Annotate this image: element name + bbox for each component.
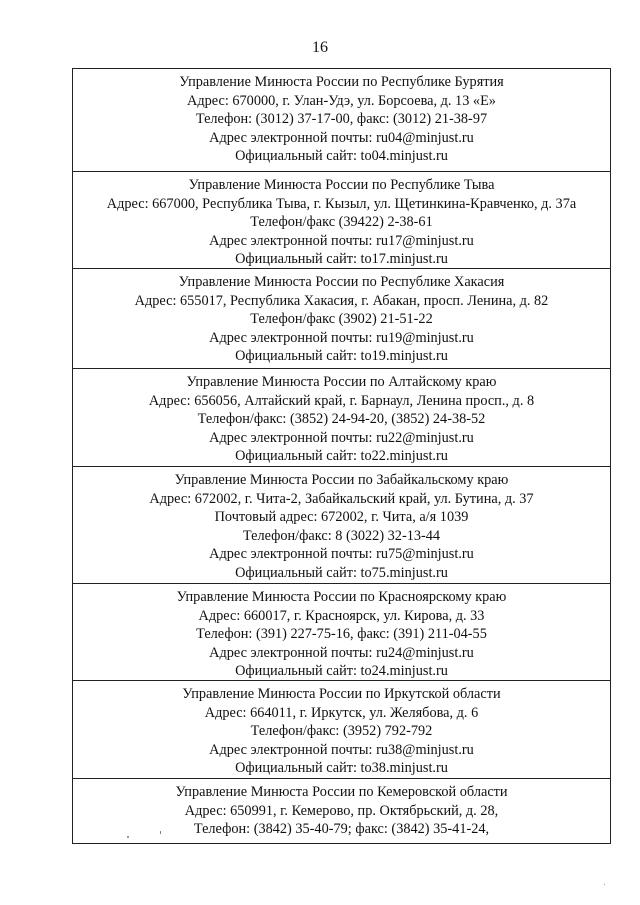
entry-address: Адрес: 650991, г. Кемерово, пр. Октябрьский, д. 28, — [184, 802, 499, 819]
entry-title: Управление Минюста России по Республике Бурятия — [179, 74, 504, 90]
entry-phone: Телефон/факс: 8 (3022) 32-13-44 — [242, 527, 441, 544]
entry-website: Официальный сайт: to38.minjust.ru — [235, 760, 448, 777]
scan-speck — [604, 884, 605, 885]
entry-website: Официальный сайт: to19.minjust.ru — [235, 348, 448, 365]
entry-email: Адрес электронной почты: ru04@minjust.ru — [209, 129, 474, 146]
entry-altai — [73, 368, 610, 466]
entry-email: Адрес электронной почты: ru19@minjust.ru — [209, 329, 474, 346]
entry-postal-address: Почтовый адрес: 672002, г. Чита, а/я 1039 — [214, 509, 469, 526]
entry-title: Управление Минюста России по Красноярскому краю — [176, 589, 507, 605]
entry-website: Официальный сайт: to17.minjust.ru — [235, 251, 448, 268]
entry-kemerovo — [73, 778, 610, 843]
entry-email: Адрес электронной почты: ru24@minjust.ru — [209, 644, 474, 661]
scan-speck — [127, 836, 129, 838]
entry-website: Официальный сайт: to22.minjust.ru — [235, 448, 448, 465]
entry-email: Адрес электронной почты: ru38@minjust.ru — [209, 741, 474, 758]
entry-website: Официальный сайт: to04.minjust.ru — [235, 148, 448, 165]
entry-email: Адрес электронной почты: ru22@minjust.ru — [209, 429, 474, 446]
entry-phone: Телефон: (391) 227-75-16, факс: (391) 211-04-55 — [196, 626, 487, 643]
entry-khakassia — [73, 268, 610, 368]
entry-phone: Телефон/факс: (3952) 792-792 — [250, 723, 433, 740]
entry-title: Управление Минюста России по Республике Тыва — [188, 177, 495, 193]
scan-speck — [160, 831, 161, 834]
entry-zabaikalsky — [73, 466, 610, 583]
entry-website: Официальный сайт: to75.minjust.ru — [235, 564, 448, 581]
contacts-table — [72, 68, 611, 844]
entry-address: Адрес: 664011, г. Иркутск, ул. Желябова, д. 6 — [204, 704, 479, 721]
entry-website: Официальный сайт: to24.minjust.ru — [235, 663, 448, 680]
entry-address: Адрес: 670000, г. Улан-Удэ, ул. Борсоева, д. 13 «Е» — [187, 92, 496, 109]
entry-title: Управление Минюста России по Иркутской области — [182, 686, 501, 702]
entry-phone: Телефон: (3012) 37-17-00, факс: (3012) 21-38-97 — [195, 111, 488, 128]
entry-phone: Телефон/факс (3902) 21-51-22 — [250, 311, 433, 328]
entry-title: Управление Минюста России по Республике Хакасия — [178, 274, 505, 290]
entry-title: Управление Минюста России по Алтайскому краю — [186, 374, 497, 390]
entry-krasnoyarsk — [73, 583, 610, 680]
entry-address: Адрес: 660017, г. Красноярск, ул. Кирова, д. 33 — [198, 607, 485, 624]
entry-address: Адрес: 656056, Алтайский край, г. Барнаул, Ленина просп., д. 8 — [148, 392, 535, 409]
entry-irkutsk — [73, 680, 610, 778]
entry-address: Адрес: 655017, Республика Хакасия, г. Абакан, просп. Ленина, д. 82 — [134, 292, 549, 309]
entry-tyva — [73, 171, 610, 268]
entry-email: Адрес электронной почты: ru75@minjust.ru — [209, 546, 474, 563]
entry-title: Управление Минюста России по Забайкальскому краю — [174, 472, 509, 488]
page-number: 16 — [312, 39, 328, 56]
entry-phone: Телефон: (3842) 35-40-79; факс: (3842) 35-41-24, — [193, 821, 490, 838]
entry-address: Адрес: 672002, г. Чита-2, Забайкальский край, ул. Бутина, д. 37 — [149, 490, 534, 507]
entry-title: Управление Минюста России по Кемеровской области — [175, 784, 508, 800]
entry-phone: Телефон/факс (39422) 2-38-61 — [250, 214, 433, 231]
entry-address: Адрес: 667000, Республика Тыва, г. Кызыл, ул. Щетинкина-Кравченко, д. 37а — [106, 195, 577, 212]
entry-email: Адрес электронной почты: ru17@minjust.ru — [209, 232, 474, 249]
entry-phone: Телефон/факс: (3852) 24-94-20, (3852) 24-38-52 — [197, 411, 486, 428]
entry-buryatia — [73, 69, 610, 171]
